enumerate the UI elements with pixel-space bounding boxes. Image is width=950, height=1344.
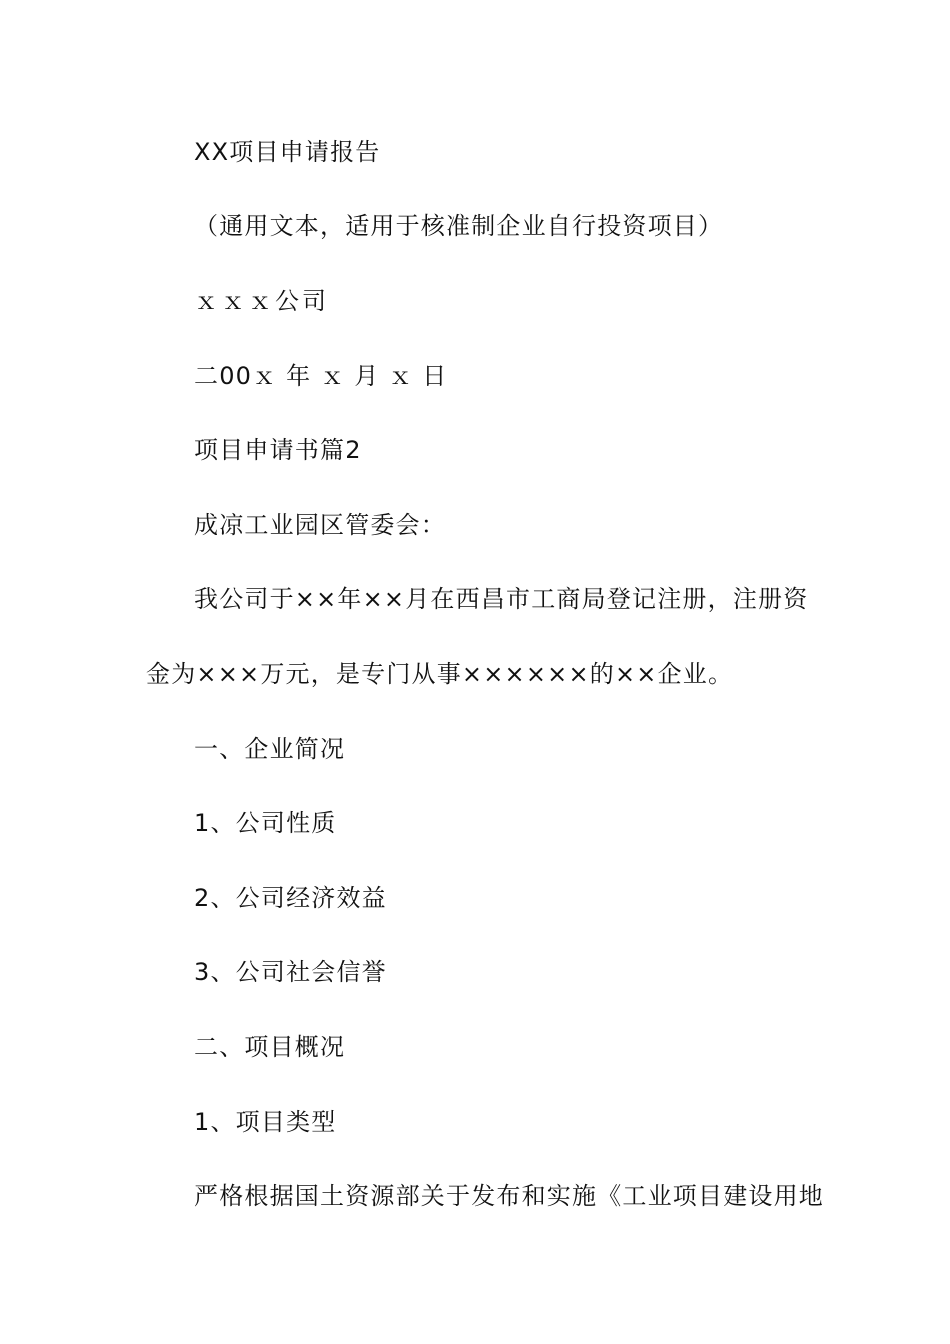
body-paragraph-line-2: 金为×××万元，是专门从事××××××的××企业。 [146,660,734,688]
report-title: XX项目申请报告 [194,138,381,166]
company-name: ｘｘｘ公司 [194,287,329,315]
list-item: 2、公司经济效益 [194,884,387,912]
body-paragraph-line: 严格根据国土资源部关于发布和实施《工业项目建设用地 [194,1182,824,1210]
report-date: 二00ｘ 年 ｘ 月 ｘ 日 [194,362,448,390]
addressee: 成凉工业园区管委会： [194,511,446,539]
list-item: 1、项目类型 [194,1108,337,1136]
heading-project-overview: 二、项目概况 [194,1033,346,1061]
section-heading: 项目申请书篇2 [194,436,362,464]
list-item: 1、公司性质 [194,809,337,837]
report-subtitle: （通用文本，适用于核准制企业自行投资项目） [194,212,724,240]
list-item: 3、公司社会信誉 [194,958,387,986]
heading-company-overview: 一、企业简况 [194,735,346,763]
body-paragraph-line-1: 我公司于××年××月在西昌市工商局登记注册，注册资 [194,585,809,613]
